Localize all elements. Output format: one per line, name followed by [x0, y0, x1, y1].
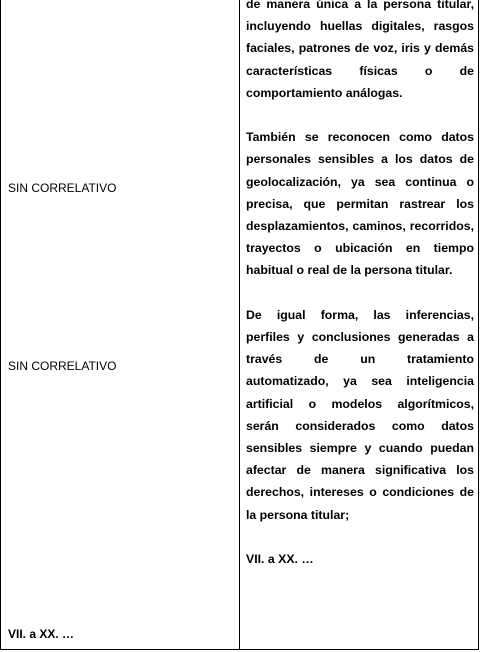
left-cell-fractions: VII. a XX. …	[8, 627, 75, 641]
paragraph-geolocation-data: También se reconocen como datos personales sensibles a los datos de geolocalización, ya sea continua o precisa, que permitan rastrear los desplazamientos, caminos, recorridos, trayectos o ubicación en tiempo habitual o real de la persona titular.	[246, 130, 474, 278]
column-divider	[239, 0, 240, 650]
paragraph-biometric-data: de manera única a la persona titular, incluyendo huellas digitales, rasgos faciales, patrones de voz, iris y demás características físicas o de comportamiento análogas.	[246, 0, 474, 100]
paragraph-fractions: VII. a XX. …	[246, 552, 314, 567]
left-cell-sin-correlativo-2: SIN CORRELATIVO	[8, 359, 117, 373]
right-column-text	[246, 0, 474, 570]
left-cell-sin-correlativo-1: SIN CORRELATIVO	[8, 181, 117, 195]
paragraph-inferences-data: De igual forma, las inferencias, perfiles y conclusiones generadas a través de un tratamiento automatizado, ya sea inteligencia artificial o modelos algorítmicos, serán considerados como datos sensibles siempre y cuando puedan afectar de manera significativa los derechos, intereses o condiciones de la persona titular;	[246, 307, 474, 522]
table-bottom-border	[0, 649, 479, 650]
table-right-border	[478, 0, 479, 650]
table-left-border	[0, 0, 1, 650]
